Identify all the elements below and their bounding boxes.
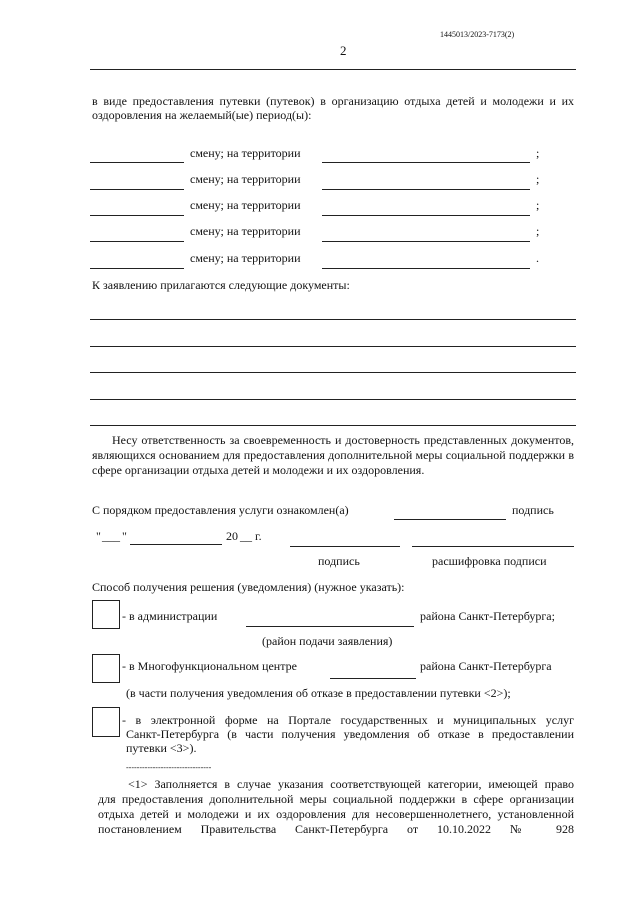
- shift-end: ;: [536, 146, 540, 160]
- date-day[interactable]: ___: [102, 529, 120, 543]
- portal-option-line2: Санкт-Петербурга (в части получения уведомления об отказе в предоставлении: [126, 727, 574, 741]
- signature-line[interactable]: [290, 546, 400, 547]
- shift-count-blank[interactable]: [90, 162, 184, 163]
- shift-count-blank[interactable]: [90, 241, 184, 242]
- territory-blank[interactable]: [322, 268, 530, 269]
- date-month-line[interactable]: [130, 544, 222, 545]
- shift-end: ;: [536, 172, 540, 186]
- admin-option-suffix: района Санкт-Петербурга;: [420, 609, 555, 623]
- shift-label: смену; на территории: [190, 251, 301, 265]
- territory-blank[interactable]: [322, 241, 530, 242]
- method-label: Способ получения решения (уведомления) (нужное указать):: [92, 580, 405, 594]
- admin-checkbox[interactable]: [92, 600, 120, 629]
- signature-decoding-caption: расшифровка подписи: [432, 554, 547, 568]
- admin-district-line[interactable]: [246, 626, 414, 627]
- footnote-line2: для предоставления дополнительной меры социальной поддержки в сфере организации: [98, 792, 574, 806]
- mfc-note: (в части получения уведомления об отказе в предоставлении путевки <2>);: [126, 686, 511, 700]
- shift-label: смену; на территории: [190, 172, 301, 186]
- shift-count-blank[interactable]: [90, 189, 184, 190]
- documents-line[interactable]: [90, 425, 576, 426]
- portal-option-line1: - в электронной форме на Портале государственных и муниципальных услуг: [122, 713, 574, 727]
- shift-label: смену; на территории: [190, 146, 301, 160]
- shift-end: ;: [536, 224, 540, 238]
- acquainted-signature-line[interactable]: [394, 519, 506, 520]
- portal-option-line3: путевки <3>).: [126, 741, 197, 755]
- documents-line[interactable]: [90, 399, 576, 400]
- signature-caption: подпись: [318, 554, 360, 568]
- document-id: 1445013/2023-7173(2): [440, 30, 515, 39]
- acquainted-signature-caption: подпись: [512, 503, 554, 517]
- shift-end: .: [536, 251, 539, 265]
- footnote-line1: <1> Заполняется в случае указания соответствующей категории, имеющей право: [128, 777, 574, 791]
- documents-line[interactable]: [90, 372, 576, 373]
- admin-option-label: - в администрации: [122, 609, 218, 623]
- documents-label: К заявлению прилагаются следующие документы:: [92, 278, 350, 292]
- portal-checkbox[interactable]: [92, 707, 120, 737]
- acquainted-text: С порядком предоставления услуги ознакомлен(а): [92, 503, 349, 517]
- date-quote-open: ": [96, 529, 101, 543]
- header-rule: [90, 69, 576, 70]
- shift-count-blank[interactable]: [90, 268, 184, 269]
- date-quote-close: ": [122, 529, 127, 543]
- footnote-separator: --------------------------------: [126, 763, 212, 772]
- territory-blank[interactable]: [322, 162, 530, 163]
- date-year-prefix: 20: [226, 529, 238, 543]
- signature-decoding-line[interactable]: [412, 546, 574, 547]
- footnote-line3: отдыха детей и молодежи и их оздоровления для несовершеннолетнего, установленной: [98, 807, 574, 821]
- responsibility-paragraph: Несу ответственность за своевременность и достоверность представленных документов, являющихся основанием для предоставления дополнительной меры социальной поддержки в сфере организации отдыха детей и молодежи и их оздоровления.: [92, 433, 574, 477]
- mfc-option-label: - в Многофункциональном центре: [122, 659, 297, 673]
- territory-blank[interactable]: [322, 189, 530, 190]
- footnote-line4: постановлением Правительства Санкт-Петербурга от 10.10.2022 № 928: [98, 822, 574, 836]
- shift-end: ;: [536, 198, 540, 212]
- territory-blank[interactable]: [322, 215, 530, 216]
- documents-line[interactable]: [90, 346, 576, 347]
- admin-district-caption: (район подачи заявления): [262, 634, 393, 648]
- page-number: 2: [340, 43, 347, 58]
- documents-line[interactable]: [90, 319, 576, 320]
- shift-label: смену; на территории: [190, 198, 301, 212]
- mfc-checkbox[interactable]: [92, 654, 120, 683]
- intro-paragraph: в виде предоставления путевки (путевок) в организацию отдыха детей и молодежи и их оздоровления на желаемый(ые) период(ы):: [92, 94, 574, 122]
- date-year-suffix: __ г.: [240, 529, 262, 543]
- shift-label: смену; на территории: [190, 224, 301, 238]
- mfc-option-suffix: района Санкт-Петербурга: [420, 659, 552, 673]
- shift-count-blank[interactable]: [90, 215, 184, 216]
- mfc-district-line[interactable]: [330, 678, 416, 679]
